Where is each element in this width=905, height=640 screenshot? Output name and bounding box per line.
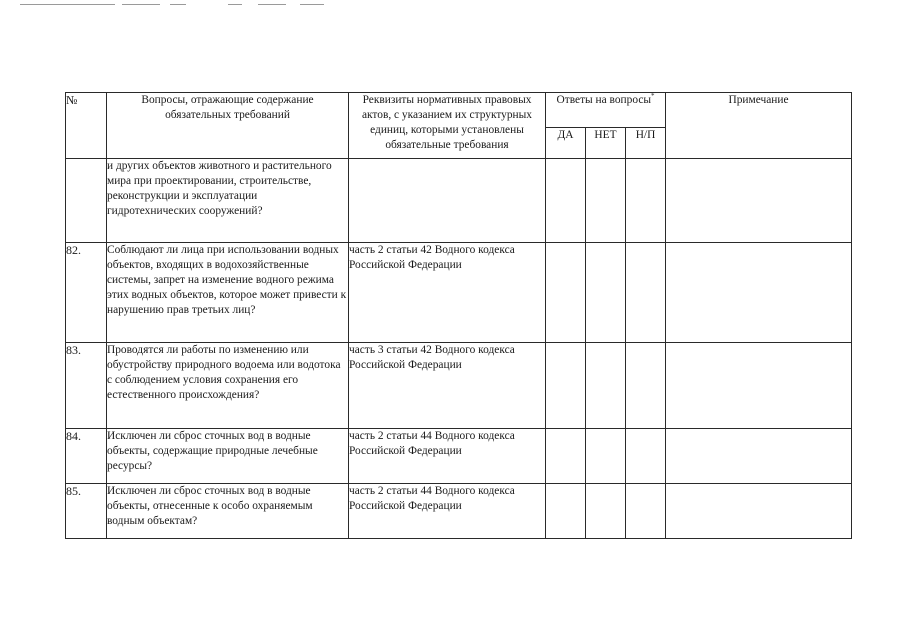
answer-na-cell[interactable]: [626, 429, 666, 484]
row-reference: [349, 484, 546, 539]
note-cell[interactable]: [666, 484, 852, 539]
answer-no-cell[interactable]: [586, 159, 626, 243]
row-number: 83.: [66, 343, 107, 429]
answer-yes-cell[interactable]: [546, 343, 586, 429]
row-reference-text: часть 2 статьи 44 Водного кодекса Российской Федерации: [349, 485, 515, 512]
note-cell[interactable]: [666, 343, 852, 429]
row-question: [107, 243, 349, 343]
row-reference-text: часть 2 статьи 42 Водного кодекса Российской Федерации: [349, 244, 515, 271]
row-reference: [349, 429, 546, 484]
row-number: 82.: [66, 243, 107, 343]
table-row: [66, 243, 852, 343]
scan-artifact-line: [122, 4, 160, 5]
row-reference-text: часть 3 статьи 42 Водного кодекса Российской Федерации: [349, 344, 515, 371]
answer-na-cell[interactable]: [626, 243, 666, 343]
header-row: [66, 93, 852, 128]
note-cell[interactable]: [666, 243, 852, 343]
answer-no-cell[interactable]: [586, 343, 626, 429]
header-no: НЕТ: [586, 128, 626, 159]
row-question-text: и других объектов животного и растительного мира при проектировании, строительстве, реконструкции и эксплуатации гидротехнических сооружений?: [107, 160, 332, 217]
note-cell[interactable]: [666, 159, 852, 243]
row-number: 85.: [66, 484, 107, 539]
scan-artifact-line: [170, 4, 186, 5]
scan-artifact-line: [228, 4, 242, 5]
header-question: Вопросы, отражающие содержание обязательных требований: [107, 93, 349, 159]
answer-no-cell[interactable]: [586, 429, 626, 484]
answer-na-cell[interactable]: [626, 159, 666, 243]
table-row: [66, 429, 852, 484]
header-answers-label: Ответы на вопросы: [556, 94, 652, 106]
answer-na-cell[interactable]: [626, 484, 666, 539]
note-cell[interactable]: [666, 429, 852, 484]
table-row: [66, 159, 852, 243]
header-reference: Реквизиты нормативных правовых актов, с указанием их структурных единиц, которыми установлены обязательные требования: [349, 93, 546, 159]
answer-no-cell[interactable]: [586, 243, 626, 343]
scan-artifact-line: [258, 4, 286, 5]
row-reference: [349, 159, 546, 243]
table-row: [66, 343, 852, 429]
answer-yes-cell[interactable]: [546, 484, 586, 539]
answer-no-cell[interactable]: [586, 484, 626, 539]
header-na: Н/П: [626, 128, 666, 159]
row-question-text: Исключен ли сброс сточных вод в водные объекты, содержащие природные лечебные ресурсы?: [107, 430, 318, 472]
checklist-table: [65, 92, 852, 539]
header-number: №: [66, 93, 107, 159]
answer-yes-cell[interactable]: [546, 243, 586, 343]
row-question: [107, 429, 349, 484]
row-reference: [349, 343, 546, 429]
answer-na-cell[interactable]: [626, 343, 666, 429]
row-question: [107, 484, 349, 539]
row-reference: [349, 243, 546, 343]
row-question: [107, 159, 349, 243]
header-yes: ДА: [546, 128, 586, 159]
row-question-text: Проводятся ли работы по изменению или обустройству природного водоема или водотока с соблюдением условия сохранения его естественного происхождения?: [107, 344, 341, 401]
row-question-text: Соблюдают ли лица при использовании водных объектов, входящих в водохозяйственные системы, запрет на изменение водного режима этих водных объектов, которое может привести к нарушению прав третьих лиц?: [107, 244, 347, 316]
scan-artifact-line: [300, 4, 324, 5]
row-question: [107, 343, 349, 429]
row-reference-text: часть 2 статьи 44 Водного кодекса Российской Федерации: [349, 430, 515, 457]
scan-artifact-line: [20, 4, 115, 5]
table-row: [66, 484, 852, 539]
header-answers: [546, 93, 666, 128]
row-number: 84.: [66, 429, 107, 484]
row-number: [66, 159, 107, 243]
row-question-text: Исключен ли сброс сточных вод в водные объекты, отнесенные к особо охраняемым водным объектам?: [107, 485, 313, 527]
answer-yes-cell[interactable]: [546, 429, 586, 484]
header-answers-mark: *: [651, 92, 655, 101]
header-note: Примечание: [666, 93, 852, 159]
answer-yes-cell[interactable]: [546, 159, 586, 243]
